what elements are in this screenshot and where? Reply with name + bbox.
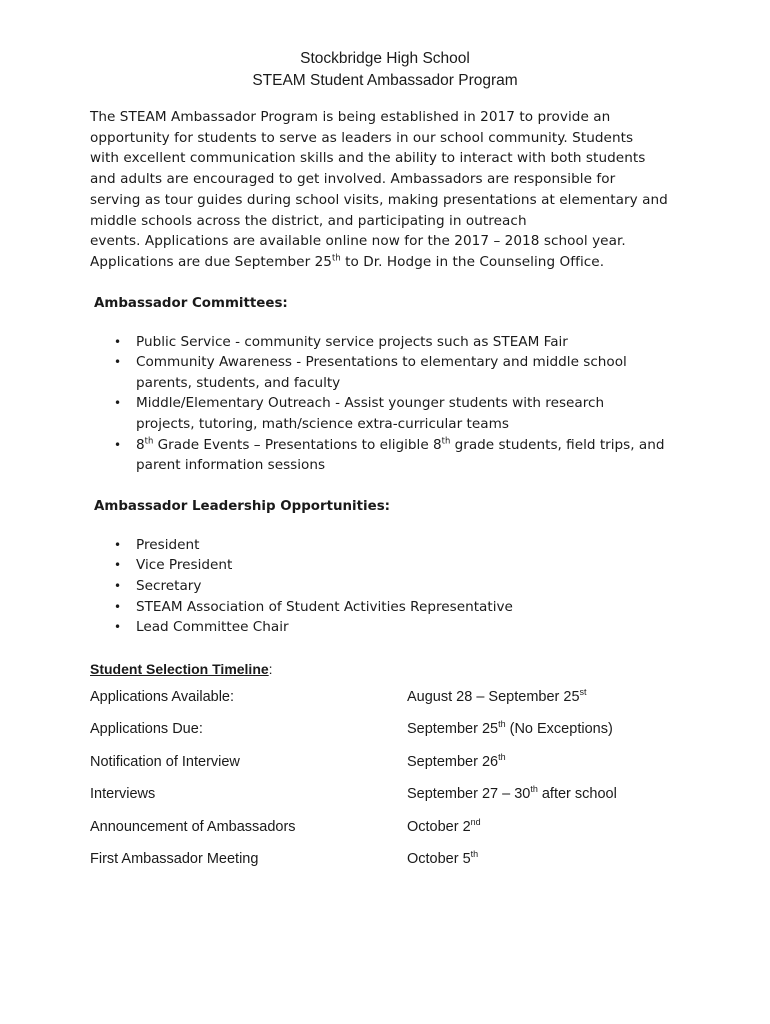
bullet-icon: •: [114, 558, 122, 573]
timeline-label: Announcement of Ambassadors: [90, 818, 296, 835]
committees-list: [90, 332, 680, 476]
timeline-row: [90, 816, 680, 852]
list-item-text: President: [136, 536, 200, 553]
timeline-heading: [90, 659, 680, 679]
list-item-text: STEAM Association of Student Activities Representative: [136, 598, 513, 615]
timeline-row: [90, 786, 680, 819]
timeline-label: Notification of Interview: [90, 753, 240, 770]
list-item: [90, 332, 680, 353]
ordinal-suffix: th: [441, 435, 451, 446]
timeline-label: Applications Due:: [90, 721, 203, 738]
ordinal-suffix: th: [498, 751, 506, 762]
school-name: Stockbridge High School: [300, 50, 470, 67]
list-item: [90, 535, 680, 556]
bullet-icon: •: [114, 537, 122, 552]
ordinal-suffix: th: [332, 252, 341, 263]
intro-paragraph: [90, 107, 680, 273]
timeline-note: after school: [537, 786, 617, 803]
list-item: [90, 393, 680, 434]
timeline-label: First Ambassador Meeting: [90, 851, 259, 868]
list-item: [90, 555, 680, 576]
timeline-value: [407, 816, 680, 835]
timeline-value: [407, 721, 680, 737]
timeline-row: [90, 686, 680, 722]
list-item-text: parent information sessions: [136, 457, 326, 474]
timeline-value: [407, 751, 680, 770]
committees-heading: Ambassador Committees:: [94, 295, 288, 311]
list-item: [90, 435, 680, 476]
bullet-icon: •: [114, 334, 122, 349]
ordinal-suffix: th: [498, 719, 506, 730]
document-header: [90, 48, 680, 92]
list-item-text: Middle/Elementary Outreach - Assist younger students with research: [136, 395, 605, 412]
bullet-icon: •: [114, 578, 122, 593]
timeline-table: [90, 686, 680, 884]
list-item-text: [136, 435, 680, 456]
ordinal-suffix: st: [579, 686, 587, 697]
bullet-icon: •: [114, 620, 122, 635]
text-run: grade students, field trips, and: [450, 436, 665, 453]
timeline-row: [90, 851, 680, 884]
leadership-heading: Ambassador Leadership Opportunities:: [94, 498, 391, 514]
list-item-text: projects, tutoring, math/science extra-curricular teams: [136, 416, 509, 432]
intro-line: The STEAM Ambassador Program is being established in 2017 to provide an: [90, 109, 611, 125]
timeline-note: (No Exceptions): [505, 721, 613, 738]
ordinal-suffix: th: [470, 849, 479, 860]
program-title: STEAM Student Ambassador Program: [252, 72, 518, 89]
timeline-label: Interviews: [90, 786, 156, 803]
intro-line: middle schools across the district, and participating in outreach: [90, 212, 527, 229]
timeline-date: September 27 – 30: [407, 786, 531, 803]
intro-text: to Dr. Hodge in the Counseling Office.: [340, 253, 605, 270]
intro-line: with excellent communication skills and the ability to interact with both students: [90, 150, 646, 167]
list-item: [90, 576, 680, 597]
list-item-text: Public Service - community service projects such as STEAM Fair: [136, 333, 568, 350]
bullet-icon: •: [114, 396, 122, 411]
ordinal-suffix: th: [144, 435, 154, 446]
timeline-date: September 26: [407, 753, 499, 770]
ordinal-suffix: nd: [470, 816, 481, 827]
text-run: 8: [136, 436, 145, 453]
list-item-text: Community Awareness - Presentations to elementary and middle school: [136, 354, 627, 371]
timeline-value: [407, 851, 680, 867]
timeline-row: [90, 751, 680, 787]
timeline-label: Applications Available:: [90, 688, 235, 705]
text-run: Grade Events – Presentations to eligible 8: [153, 436, 442, 453]
timeline-date: October 2: [407, 818, 471, 835]
list-item-text: Vice President: [136, 557, 233, 574]
intro-line: serving as tour guides during school visits, making presentations at elementary and: [90, 191, 668, 208]
list-item: [90, 617, 680, 638]
intro-line: and adults are encouraged to get involved. Ambassadors are responsible for: [90, 171, 616, 188]
intro-line: [90, 252, 680, 273]
ordinal-suffix: th: [530, 784, 538, 795]
timeline-value: [407, 686, 680, 705]
intro-text: Applications are due September 25: [90, 253, 332, 270]
list-item: [90, 597, 680, 618]
bullet-icon: •: [114, 355, 122, 370]
intro-line: events. Applications are available online now for the 2017 – 2018 school year.: [90, 233, 626, 250]
timeline-row: [90, 721, 680, 754]
bullet-icon: •: [114, 437, 122, 452]
list-item-text: parents, students, and faculty: [136, 374, 341, 391]
leadership-list: [90, 535, 680, 638]
timeline-heading-text: Student Selection Timeline: [90, 660, 269, 677]
timeline-date: October 5: [407, 851, 471, 868]
intro-line: opportunity for students to serve as leaders in our school community. Students: [90, 129, 634, 146]
timeline-date: September 25: [407, 721, 499, 738]
list-item-text: Secretary: [136, 577, 202, 594]
list-item: [90, 352, 680, 393]
timeline-value: [407, 786, 680, 802]
bullet-icon: •: [114, 599, 122, 614]
timeline-date: August 28 – September 25: [407, 688, 580, 705]
timeline-heading-colon: :: [268, 660, 273, 677]
list-item-text: Lead Committee Chair: [136, 619, 289, 636]
